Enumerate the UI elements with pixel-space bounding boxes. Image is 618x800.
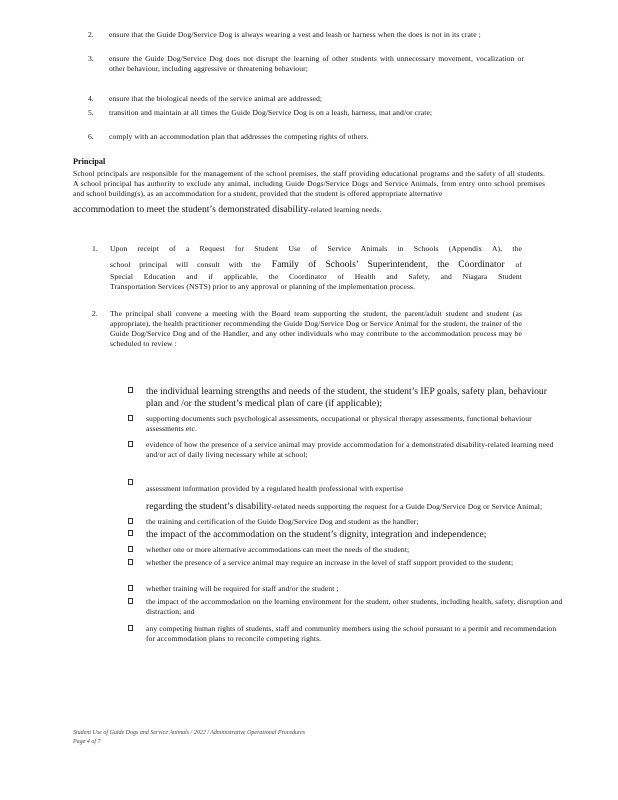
bullet-square-icon <box>128 598 133 604</box>
bullet-square-icon <box>128 441 133 447</box>
footer-page-number: Page 4 of 7 <box>73 739 101 745</box>
bullet-text: whether the presence of a service animal may require an increase in the level of staff support provided to the student; <box>146 558 514 567</box>
list-text <box>110 244 522 292</box>
list-line <box>110 254 522 272</box>
bullet-text-large: regarding the student’s disability <box>146 501 272 512</box>
bullet-text-small: -related needs supporting the request for a Guide Dog/Service Dog or Service Animal; <box>271 502 543 511</box>
bullet-square-icon <box>128 546 133 552</box>
bullet-square-icon <box>128 479 133 485</box>
list-number: 5. <box>88 108 94 117</box>
bullet-text: whether training will be required for staff and/or the student ; <box>146 584 339 593</box>
footer-title: Student Use of Guide Dogs and Service Animals / 2022 / Administrative Operational Procedures <box>73 730 306 736</box>
list-line: Special Education and if applicable, the Coordinator of Health and Safety, and Niagara Student <box>110 272 522 281</box>
list-line: Upon receipt of a Request for Student Use of Service Animals in Schools (Appendix A), the <box>110 244 522 253</box>
section-heading: Principal <box>73 157 106 166</box>
list-line-large: Family of Schools’ Superintendent, the Coordinator <box>271 259 505 270</box>
bullet-square-icon <box>128 518 133 524</box>
list-text: The principal shall convene a meeting with the Board team supporting the student, the parent/adult student and student (as appropriate), the health practitioner recommending the Guide Dog/Service Dog or Service Animal for the student, the trainer of the Guide Dog/Service Dog and of the Handler, and any other individuals who may contribute to the accommodation process may be scheduled to review : <box>110 309 522 348</box>
bullet-square-icon <box>128 625 133 631</box>
bullet-square-icon <box>128 559 133 565</box>
bullet-text: the impact of the accommodation on the student’s dignity, integration and independence; <box>146 529 487 540</box>
bullet-text: supporting documents such psychological assessments, occupational or physical therapy assessments, functional behaviour assessments etc. <box>146 414 532 433</box>
principal-paragraph <box>73 169 545 217</box>
bullet-text: any competing human rights of students, staff and community members using the school pursuant to a permit and recommendation for accommodation plans to reconcile competing rights. <box>146 624 557 643</box>
bullet-square-icon <box>128 530 133 536</box>
paragraph-last-line <box>73 199 545 217</box>
paragraph-text: School principals are responsible for the management of the school premises, the staff providing educational programs and the safety of all students. A school principal has authority to exclude any animal, including Guide Dogs/Service Dogs and Service Animals, from entry onto school premises and school building(s), as an accommodation for a student, provided that the student is offered appropriate alternative <box>73 169 545 198</box>
list-text: transition and maintain at all times the Guide Dog/Service Dog is on a leash, harness, mat and/or crate; <box>109 108 433 117</box>
list-line-small: school principal will consult with the <box>110 260 261 269</box>
bullet-text: the impact of the accommodation on the learning environment for the student, other students, including health, safety, disruption and distraction; and <box>146 597 563 616</box>
list-text: comply with an accommodation plan that addresses the competing rights of others. <box>109 132 369 141</box>
bullet-text: evidence of how the presence of a service animal may provide accommodation for a demonstrated disability-related learning need and/or act of daily living necessary while at school; <box>146 440 554 459</box>
list-number: 2. <box>92 309 98 318</box>
list-line: Transportation Services (NSTS) prior to any approval or planning of the implementation process. <box>110 282 416 291</box>
list-number: 1. <box>92 244 98 253</box>
paragraph-tail-text: -related learning needs. <box>308 205 382 214</box>
list-line-tail: of <box>515 260 523 269</box>
bullet-square-icon <box>128 585 133 591</box>
bullet-text: the individual learning strengths and needs of the student, the student’s IEP goals, safety plan, behaviour plan and /or the student’s medical plan of care (if applicable); <box>146 386 547 409</box>
bullet-square-icon <box>128 415 133 421</box>
bullet-text: the training and certification of the Guide Dog/Service Dog and student as the handler; <box>146 517 419 526</box>
bullet-text <box>146 478 564 514</box>
list-number: 3. <box>88 54 94 63</box>
list-number: 4. <box>88 94 94 103</box>
bullet-text-small: assessment information provided by a regulated health professional with expertise <box>146 484 404 493</box>
bullet-text: whether one or more alternative accommodations can meet the needs of the student; <box>146 545 410 554</box>
list-number: 2. <box>88 30 94 39</box>
paragraph-large-text: accommodation to meet the student’s demonstrated disability <box>73 204 308 215</box>
list-text: ensure that the Guide Dog/Service Dog is always wearing a vest and leash or harness when the does is not in its crate ; <box>109 30 481 39</box>
bullet-square-icon <box>128 387 133 393</box>
list-number: 6. <box>88 132 94 141</box>
list-text: ensure the Guide Dog/Service Dog does not disrupt the learning of other students with unnecessary movement, vocalization or other behaviour, including aggressive or threatening behaviour; <box>109 54 524 73</box>
list-text: ensure that the biological needs of the service animal are addressed; <box>109 94 323 103</box>
